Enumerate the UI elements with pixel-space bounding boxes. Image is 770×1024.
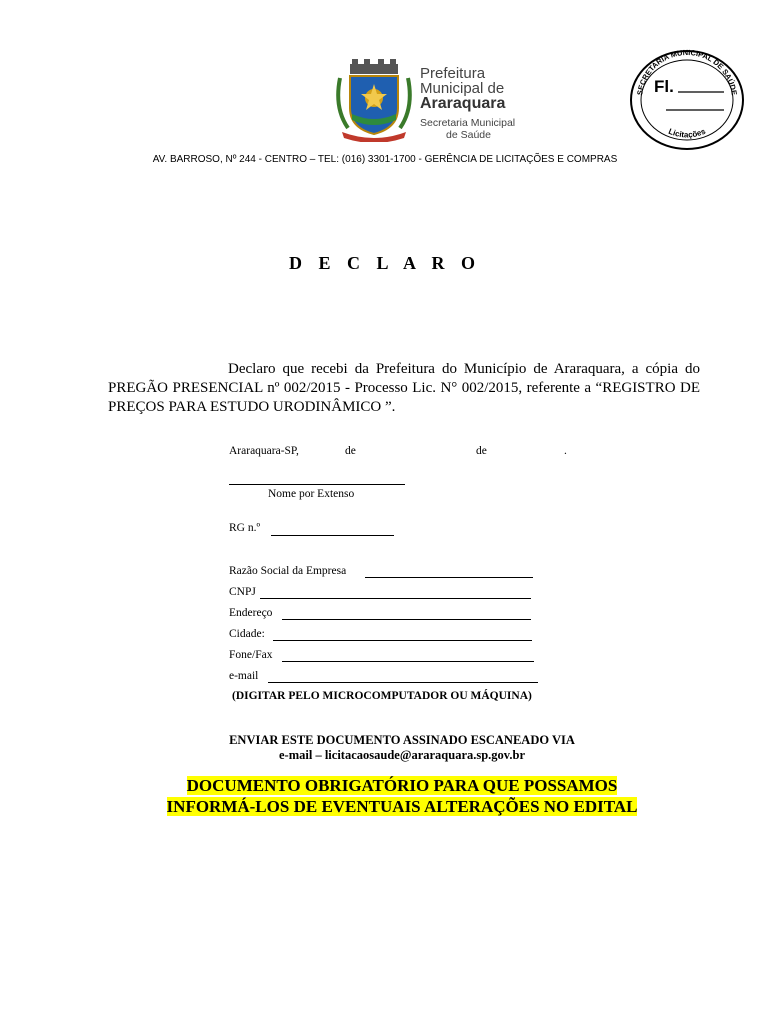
document-title: D E C L A R O (288, 253, 482, 273)
seal-top-text: SECRETARIA MUNICIPAL DE SAÚDE (635, 48, 739, 96)
notice-block (0, 775, 770, 817)
endereco-field[interactable] (282, 619, 531, 620)
cnpj-field[interactable] (260, 598, 531, 599)
email-field[interactable] (268, 682, 538, 683)
svg-text:Licitações (667, 127, 707, 140)
rg-label: RG n.º (229, 522, 261, 534)
seal-bottom-text: Licitações (667, 126, 707, 140)
notice-line-2: INFORMÁ-LOS DE EVENTUAIS ALTERAÇÕES NO EDITAL (166, 797, 638, 816)
email-label: e-mail (229, 670, 259, 682)
brand-line-1: Prefeitura (420, 65, 486, 82)
declaration-paragraph (108, 360, 700, 417)
typing-instruction: (DIGITAR PELO MICROCOMPUTADOR OU MÁQUINA) (232, 690, 532, 702)
seal-fl-label: Fl. (654, 77, 674, 96)
address-line: AV. BARROSO, Nº 244 - CENTRO – TEL: (016) 3301-1700 - GERÊNCIA DE LICITAÇÕES E COMPRAS (152, 154, 618, 165)
date-de-1: de (345, 445, 356, 457)
send-line-1: ENVIAR ESTE DOCUMENTO ASSINADO ESCANEADO VIA (229, 733, 575, 747)
rg-field[interactable] (271, 535, 394, 536)
brand-line-3: Araraquara (420, 95, 506, 112)
razao-label: Razão Social da Empresa (229, 565, 347, 577)
notice-line-1: DOCUMENTO OBRIGATÓRIO PARA QUE POSSAMOS (186, 776, 618, 795)
svg-text:SECRETARIA MUNICIPAL DE SAÚDE (635, 48, 739, 96)
cnpj-label: CNPJ (229, 586, 256, 598)
razao-field[interactable] (365, 577, 533, 578)
fone-label: Fone/Fax (229, 649, 273, 661)
endereco-label: Endereço (229, 607, 273, 619)
cidade-label: Cidade: (229, 628, 265, 640)
date-period: . (564, 445, 567, 457)
brand-line-5: de Saúde (446, 128, 491, 141)
brand-block (420, 66, 515, 140)
date-de-2: de (476, 445, 487, 457)
brand-line-2: Municipal de (420, 80, 505, 97)
declaration-text: Declaro que recebi da Prefeitura do Município de Araraquara, a cópia do PREGÃO PRESENCIAL nº 002/2015 - Processo Lic. N° 002/2015, referente a “REGISTRO DE PREÇOS PARA ESTUDO URODINÂMICO ”. (108, 361, 700, 415)
cidade-field[interactable] (273, 640, 532, 641)
health-secretariat-seal (628, 48, 746, 152)
send-line-2: e-mail – licitacaosaude@araraquara.sp.gov.br (279, 748, 525, 762)
city-label: Araraquara-SP, (229, 445, 299, 457)
name-label: Nome por Extenso (268, 488, 355, 500)
coat-of-arms-logo (334, 58, 414, 142)
fone-field[interactable] (282, 661, 534, 662)
name-field[interactable] (229, 484, 405, 485)
brand-line-4: Secretaria Municipal (420, 117, 516, 129)
